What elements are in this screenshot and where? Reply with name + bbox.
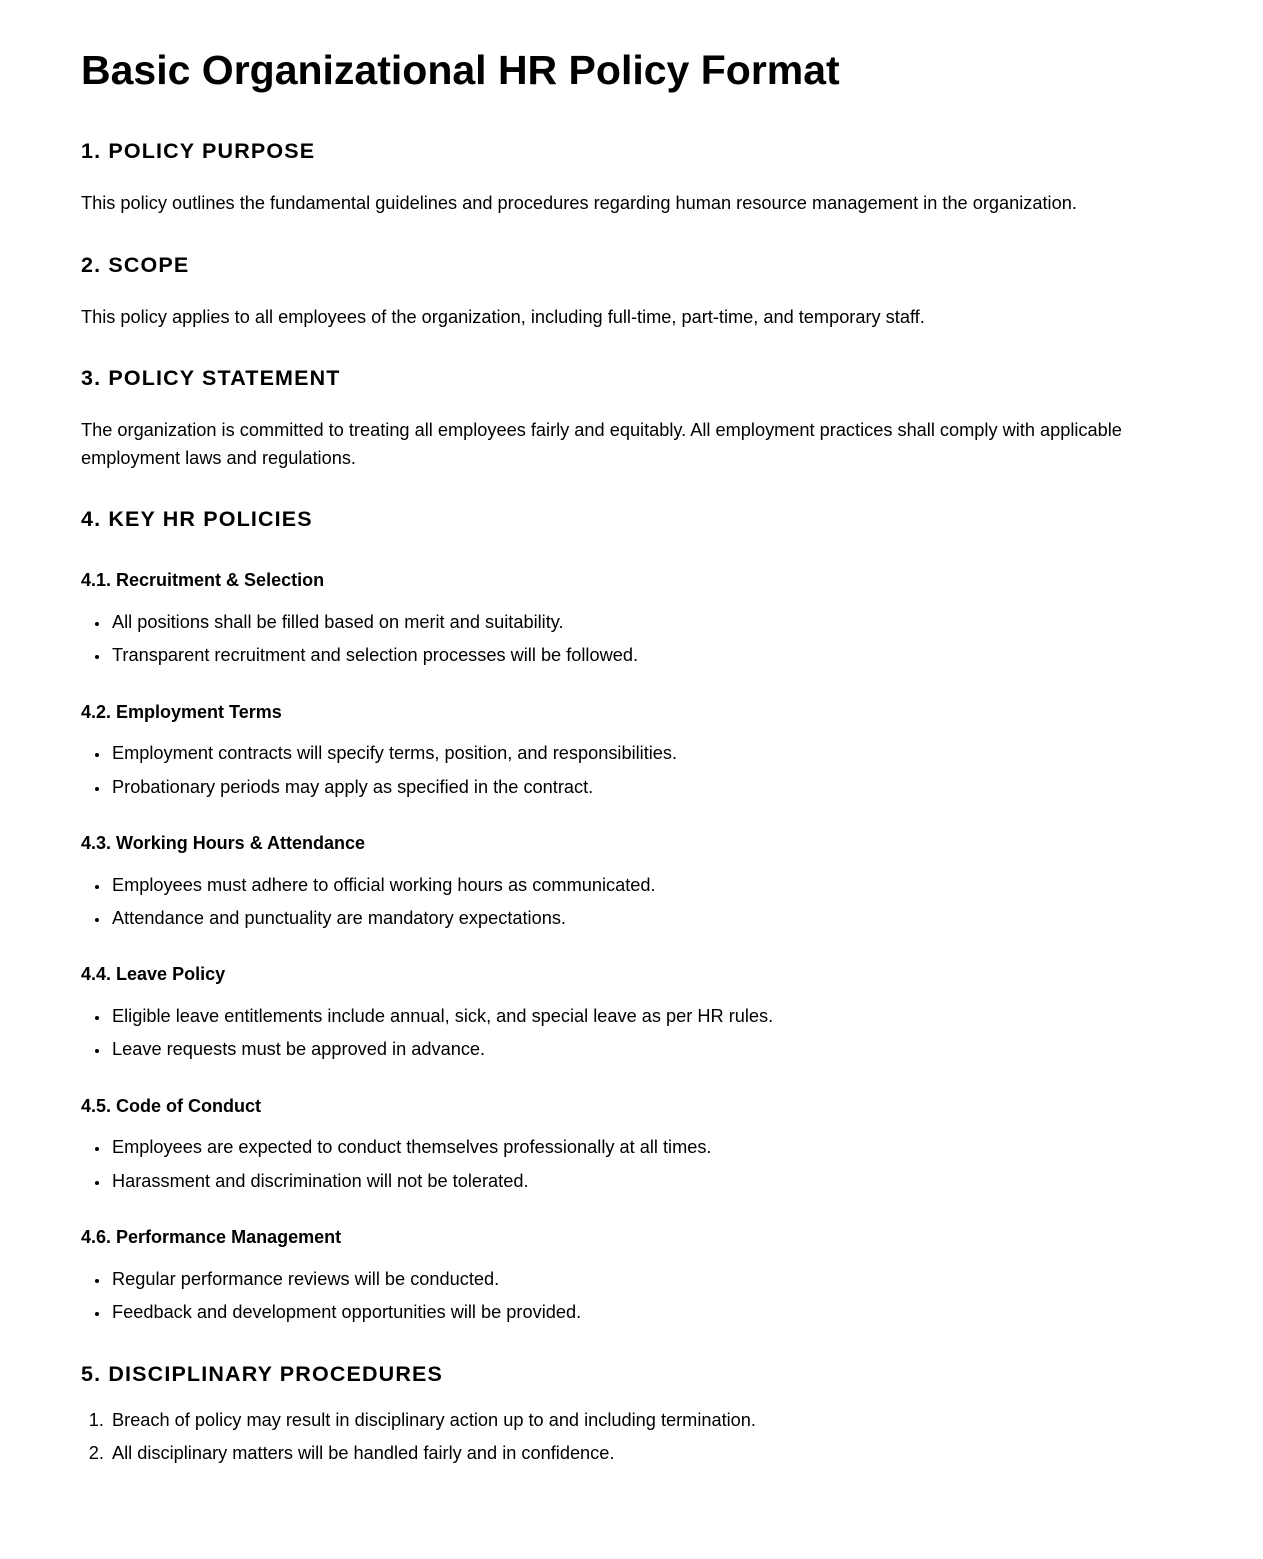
section-disciplinary-procedures — [81, 1362, 1159, 1466]
section-key-hr-policies — [81, 507, 1159, 1325]
subsection-heading: 4.6. Performance Management — [81, 1227, 342, 1248]
spacer — [81, 723, 1159, 740]
spacer — [81, 331, 1159, 366]
spacer — [81, 165, 1159, 190]
list-item: • Eligible leave entitlements include annual, sick, and special leave as per HR rules. — [110, 1003, 1159, 1029]
section-paragraph-scope: This policy applies to all employees of the organization, including full-time, part-time, and temporary staff. — [81, 306, 925, 327]
section-heading-policy-purpose: 1. POLICY PURPOSE — [81, 139, 316, 164]
section-paragraph-policy-statement: The organization is committed to treating all employees fairly and equitably. All employment practices shall comply with applicable employment laws and regulations. — [81, 420, 1122, 468]
list-item: • Harassment and discrimination will not be tolerated. — [110, 1168, 1159, 1194]
subsection-bullet-list — [81, 740, 1159, 800]
list-item: • Regular performance reviews will be conducted. — [110, 1266, 1159, 1292]
spacer — [81, 392, 1159, 417]
subsection-heading: 4.3. Working Hours & Attendance — [81, 832, 366, 853]
subsection-heading: 4.2. Employment Terms — [81, 701, 282, 722]
subsection-bullet-list — [81, 1003, 1159, 1063]
spacer — [81, 986, 1159, 1003]
list-item: • Employees are expected to conduct themselves professionally at all times. — [110, 1134, 1159, 1160]
spacer — [81, 669, 1159, 702]
page-title: Basic Organizational HR Policy Format — [81, 47, 840, 93]
subsection-list — [81, 570, 1159, 1325]
spacer — [81, 855, 1159, 872]
section-heading-policy-statement: 3. POLICY STATEMENT — [81, 366, 341, 391]
spacer — [81, 533, 1159, 570]
spacer — [81, 1194, 1159, 1227]
spacer — [81, 1325, 1159, 1362]
list-item: • All positions shall be filled based on merit and suitability. — [110, 609, 1159, 635]
subsection-heading: 4.5. Code of Conduct — [81, 1095, 261, 1116]
spacer — [81, 1117, 1159, 1134]
section-policy-statement — [81, 366, 1159, 472]
section-policy-purpose — [81, 139, 1159, 217]
subsection-bullet-list — [81, 1266, 1159, 1326]
spacer — [81, 218, 1159, 253]
section-heading-scope: 2. SCOPE — [81, 252, 190, 277]
subsection-heading: 4.1. Recruitment & Selection — [81, 570, 325, 591]
section-heading-key-hr-policies: 4. KEY HR POLICIES — [81, 507, 313, 532]
spacer — [81, 1388, 1159, 1407]
spacer — [81, 1063, 1159, 1096]
subsection-bullet-list — [81, 609, 1159, 669]
section-heading-disciplinary-procedures: 5. DISCIPLINARY PROCEDURES — [81, 1362, 444, 1387]
spacer — [81, 931, 1159, 964]
list-item: • Employment contracts will specify terms, position, and responsibilities. — [110, 740, 1159, 766]
list-item: 2. All disciplinary matters will be handled fairly and in confidence. — [109, 1440, 1159, 1466]
spacer — [81, 592, 1159, 609]
section-scope — [81, 253, 1159, 331]
list-item: • Transparent recruitment and selection processes will be followed. — [110, 642, 1159, 668]
list-item: • Leave requests must be approved in advance. — [110, 1036, 1159, 1062]
spacer — [81, 94, 1159, 139]
spacer — [81, 279, 1159, 304]
spacer — [81, 1249, 1159, 1266]
disciplinary-ordered-list — [81, 1407, 1159, 1466]
subsection-heading: 4.4. Leave Policy — [81, 964, 226, 985]
list-item: • Employees must adhere to official working hours as communicated. — [110, 872, 1159, 898]
section-paragraph-policy-purpose: This policy outlines the fundamental guidelines and procedures regarding human resource management in the organization. — [81, 193, 1077, 214]
subsection-bullet-list — [81, 1134, 1159, 1194]
spacer — [81, 472, 1159, 507]
spacer — [81, 800, 1159, 833]
list-item: • Feedback and development opportunities will be provided. — [110, 1299, 1159, 1325]
list-item: • Probationary periods may apply as specified in the contract. — [110, 774, 1159, 800]
list-item: • Attendance and punctuality are mandatory expectations. — [110, 905, 1159, 931]
document-content — [81, 46, 1159, 1466]
list-item: 1. Breach of policy may result in disciplinary action up to and including termination. — [109, 1407, 1159, 1433]
subsection-bullet-list — [81, 872, 1159, 932]
